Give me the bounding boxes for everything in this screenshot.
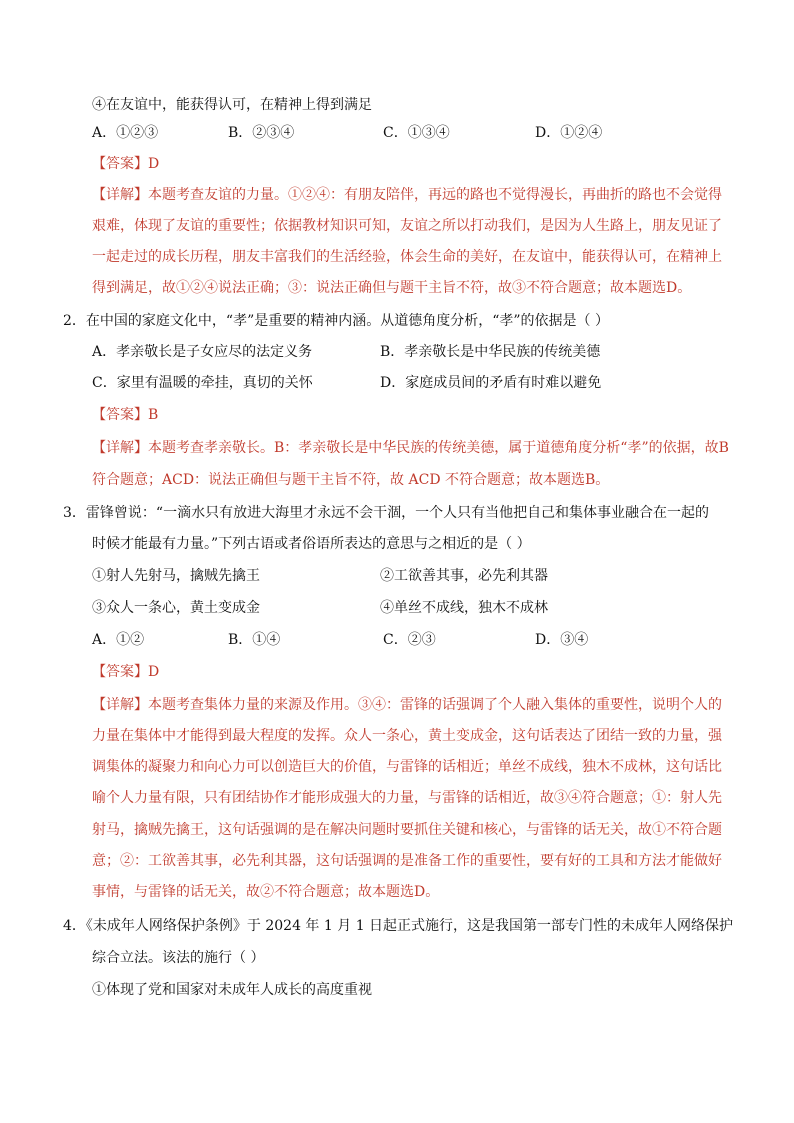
q3-option-4: ④单丝不成线，独木不成林 [380, 600, 548, 616]
detail-label: 【详解】 [92, 697, 148, 713]
answer-value: B [148, 407, 159, 423]
detail-label: 【详解】 [92, 440, 148, 456]
q2-detail-line-1 [92, 439, 729, 457]
q3-stem-line-2: 时候才能最有力量。”下列古语或者俗语所表达的意思与之相近的是（ ） [92, 536, 531, 552]
detail-label: 【详解】 [92, 187, 148, 203]
q1-choice-b: B．②③④ [228, 125, 295, 141]
q2-detail-line-2: 符合题意；ACD：说法正确但与题干主旨不符，故 ACD 不符合题意；故本题选B。 [92, 472, 610, 488]
q3-choice-c: C．②③ [383, 632, 436, 648]
q3-detail-line-6: 意；②：工欲善其事，必先利其器，这句话强调的是准备工作的重要性，要有好的工具和方法才能做好 [92, 853, 722, 869]
q3-stem-line-1: 3．雷锋曾说：“一滴水只有放进大海里才永远不会干涸，一个人只有当他把自己和集体事业融合在一起的 [63, 505, 710, 521]
q1-choice-d: D．①②④ [535, 125, 603, 141]
detail-text: 本题考查孝亲敬长。B：孝亲敬长是中华民族的传统美德，属于道德角度分析“孝”的依据，故B [148, 440, 729, 456]
q3-detail-line-1 [92, 696, 722, 714]
answer-value: D [148, 664, 160, 680]
q1-answer [92, 155, 159, 173]
q3-option-3: ③众人一条心，黄土变成金 [92, 600, 260, 616]
q4-option-1: ①体现了党和国家对未成年人成长的高度重视 [92, 982, 372, 998]
q1-detail-line-3: 一起走过的成长历程，朋友丰富我们的生活经验，体会生命的美好，在友谊中，能获得认可，在精神上 [92, 249, 722, 265]
q2-choice-a: A．孝亲敬长是子女应尽的法定义务 [92, 344, 313, 360]
q1-choice-c: C．①③④ [383, 125, 450, 141]
detail-text: 本题考查友谊的力量。①②④：有朋友陪伴，再远的路也不觉得漫长，再曲折的路也不会觉得 [148, 187, 722, 203]
q1-detail-line-1 [92, 186, 722, 204]
q3-answer [92, 663, 159, 681]
q1-detail-line-4: 得到满足，故①②④说法正确；③：说法正确但与题干主旨不符，故③不符合题意；故本题选D。 [92, 280, 692, 296]
q3-detail-line-4: 喻个人力量有限，只有团结协作才能形成强大的力量，与雷锋的话相近，故③④符合题意；①：射人先 [92, 790, 722, 806]
q1-detail-line-2: 艰难，体现了友谊的重要性；依据教材知识可知，友谊之所以打动我们，是因为人生路上，朋友见证了 [92, 218, 722, 234]
q1-option-4: ④在友谊中，能获得认可，在精神上得到满足 [92, 97, 372, 113]
q3-choice-d: D．③④ [535, 632, 589, 648]
q3-detail-line-5: 射马，擒贼先擒王，这句话强调的是在解决问题时要抓住关键和核心，与雷锋的话无关，故①不符合题 [92, 822, 722, 838]
q2-answer [92, 406, 158, 424]
answer-label: 【答案】 [92, 664, 148, 680]
q3-choice-b: B．①④ [228, 632, 281, 648]
detail-text: 本题考查集体力量的来源及作用。③④：雷锋的话强调了个人融入集体的重要性，说明个人的 [148, 697, 722, 713]
q3-detail-line-7: 事情，与雷锋的话无关，故②不符合题意；故本题选D。 [92, 884, 440, 900]
answer-value: D [148, 156, 160, 172]
q1-choice-a: A．①②③ [92, 125, 159, 141]
q3-detail-line-2: 力量在集体中才能得到最大程度的发挥。众人一条心，黄土变成金，这句话表达了团结一致的力量，强 [92, 728, 722, 744]
answer-label: 【答案】 [92, 156, 148, 172]
q2-choice-d: D．家庭成员间的矛盾有时难以避免 [380, 375, 602, 391]
q2-choice-b: B．孝亲敬长是中华民族的传统美德 [380, 344, 601, 360]
answer-label: 【答案】 [92, 407, 148, 423]
q4-stem-line-2: 综合立法。该法的施行（ ） [92, 950, 265, 966]
q3-detail-line-3: 调集体的凝聚力和向心力可以创造巨大的价值，与雷锋的话相近；单丝不成线，独木不成林，这句话比 [92, 759, 722, 775]
q3-choice-a: A．①② [92, 632, 145, 648]
q2-choice-c: C．家里有温暖的牵挂，真切的关怀 [92, 375, 313, 391]
q3-option-2: ②工欲善其事，必先利其器 [380, 568, 548, 584]
q2-stem: 2．在中国的家庭文化中，“孝”是重要的精神内涵。从道德角度分析，“孝”的依据是（ ） [63, 313, 609, 329]
q3-option-1: ①射人先射马，擒贼先擒王 [92, 568, 260, 584]
q4-stem-line-1: 4．《未成年人网络保护条例》于 2024 年 1 月 1 日起正式施行，这是我国第一部专门性的未成年人网络保护 [63, 918, 734, 934]
